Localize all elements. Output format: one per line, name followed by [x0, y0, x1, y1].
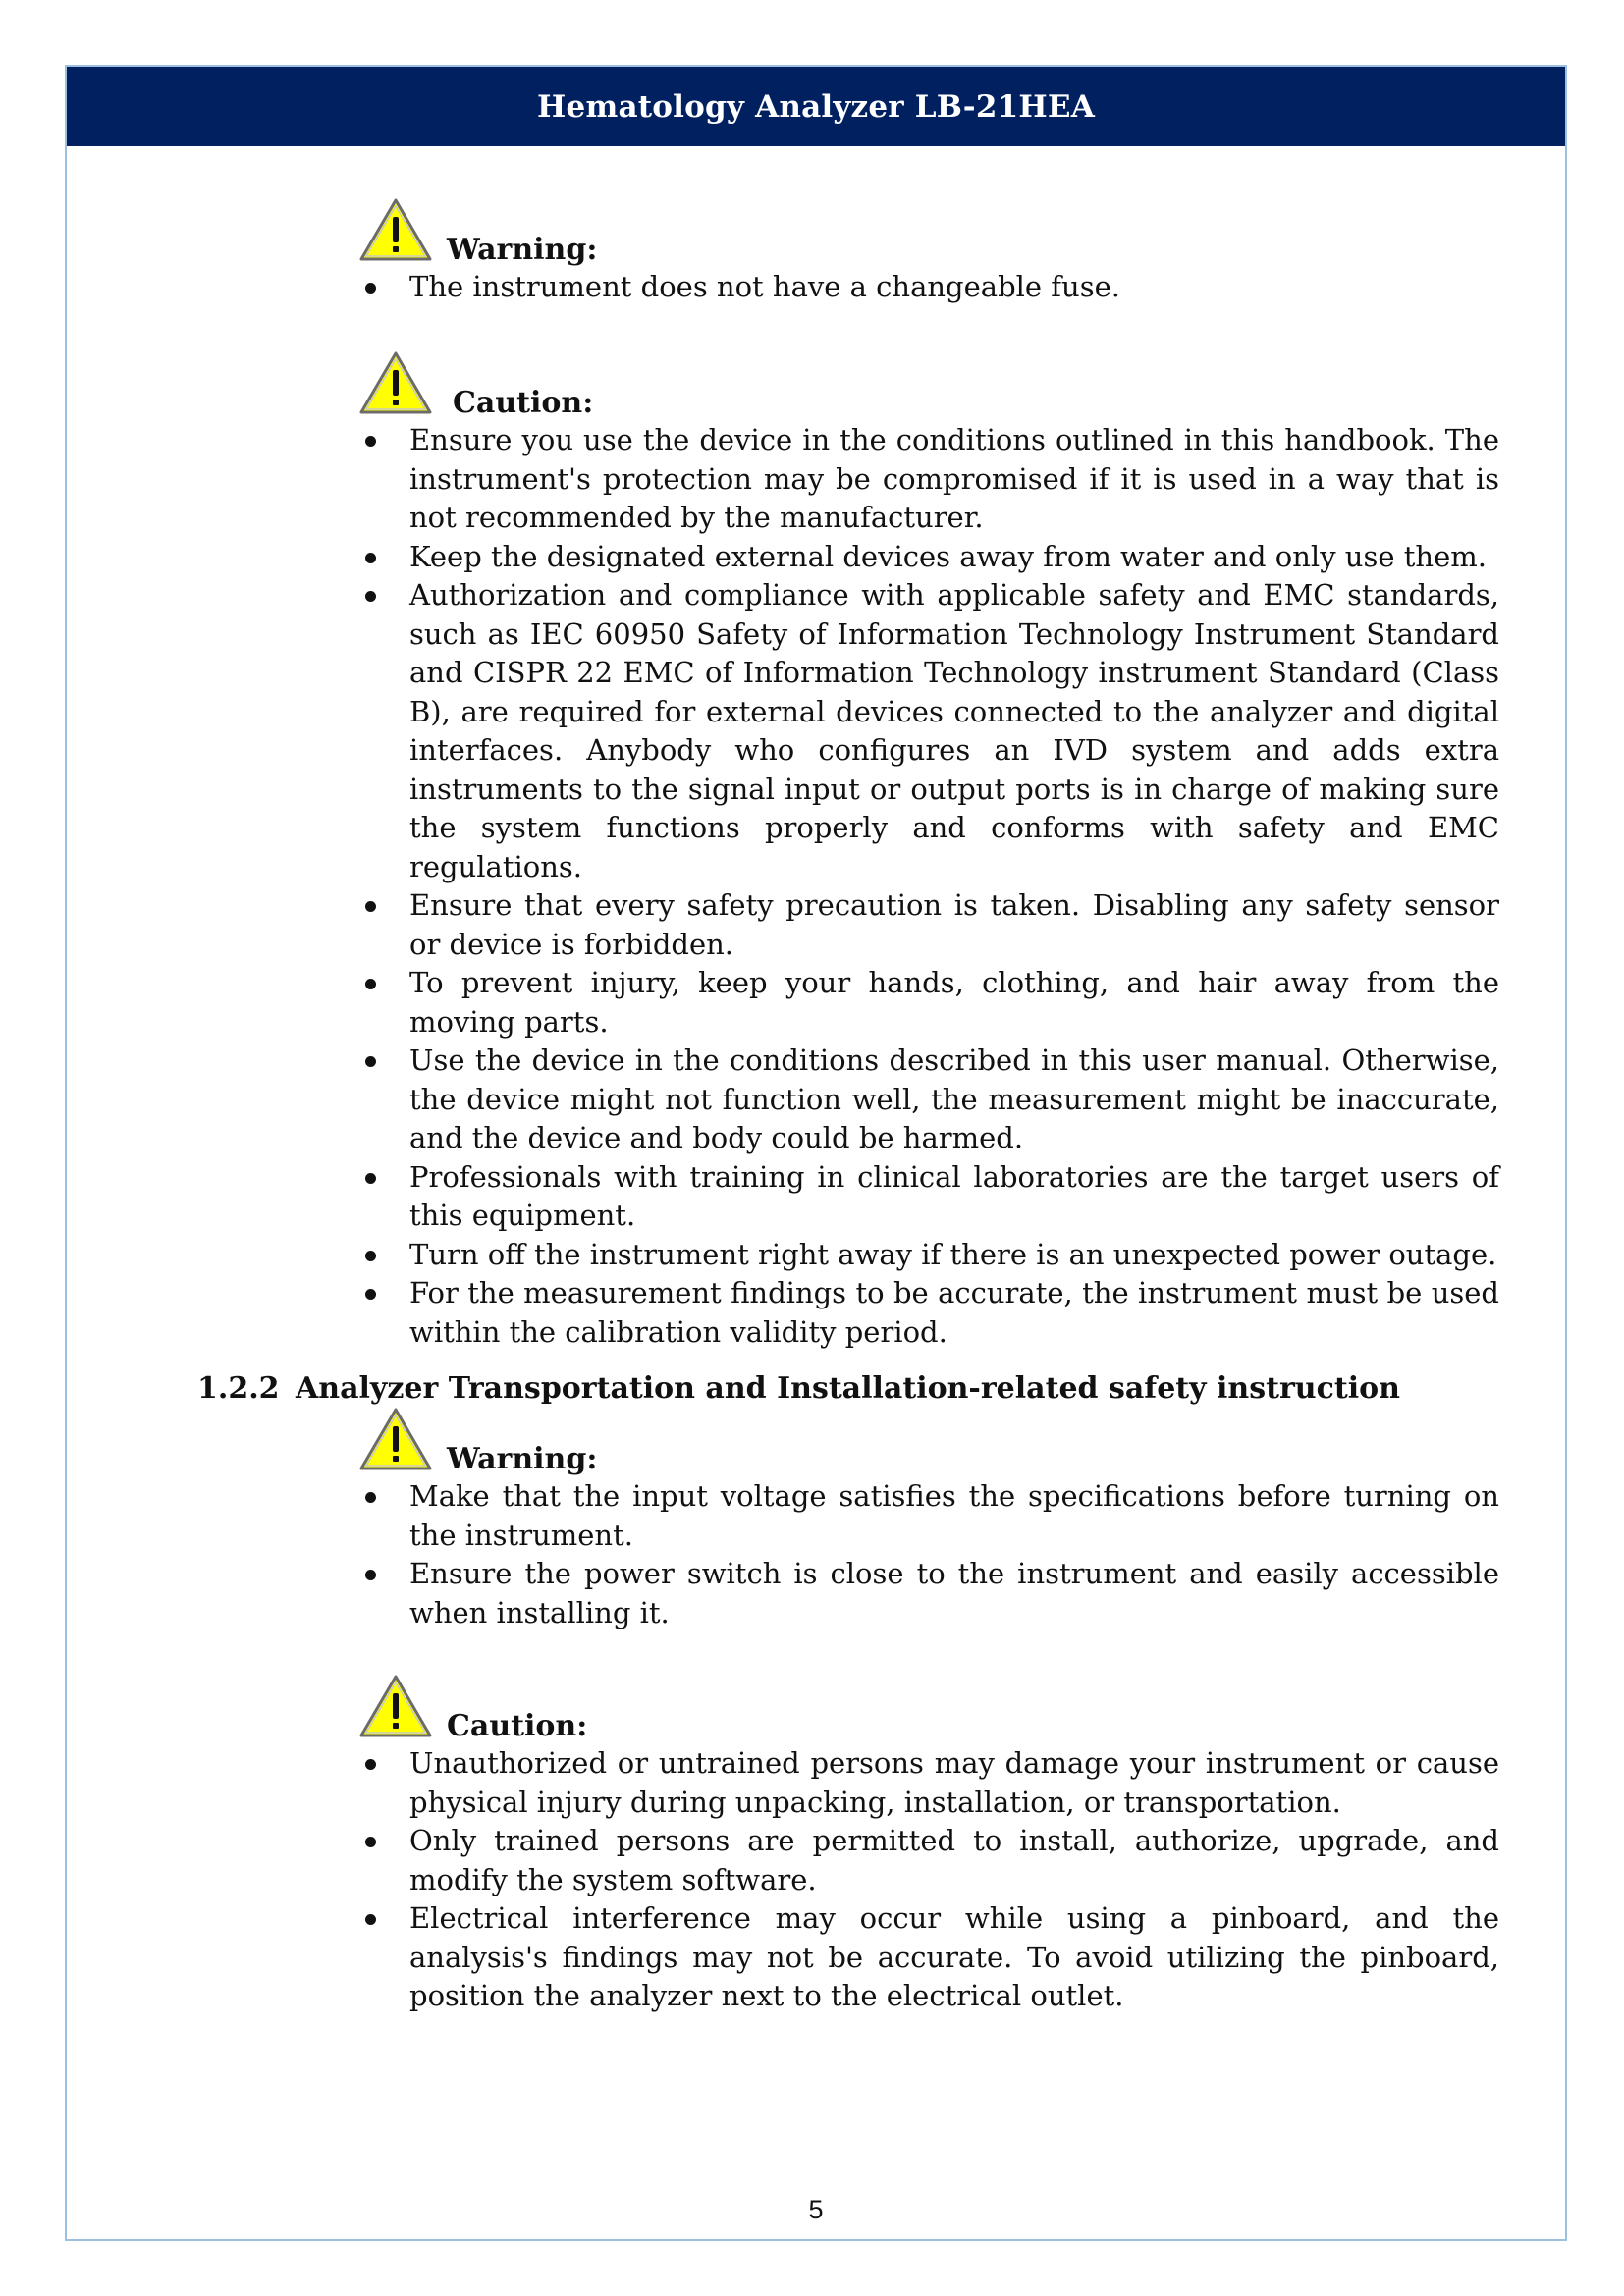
section-number: 1.2.2 — [197, 1371, 280, 1406]
warning-label: Warning: — [447, 233, 598, 267]
warning-notice — [358, 197, 1499, 268]
list-item: Authorization and compliance with applicable safety and EMC standards, such as IEC 60950 Safety of Information Technology Instrument Standard and CISPR 22 EMC of Information Technology instrument Standard (Class B), are required for external devices connected to the analyzer and digital interfaces. Anybody who configures an IVD system and adds extra instruments to the signal input or output ports is in charge of making sure the system functions properly and conforms with safety and EMC regulations. — [358, 576, 1499, 886]
warning-notice — [358, 1407, 1499, 1477]
list-item: Only trained persons are permitted to install, authorize, upgrade, and modify the system software. — [358, 1822, 1499, 1899]
list-item: For the measurement findings to be accurate, the instrument must be used within the calibration validity period. — [358, 1274, 1499, 1352]
section-heading — [197, 1370, 1474, 1408]
section-title: Analyzer Transportation and Installation-related safety instruction — [296, 1371, 1400, 1406]
warning-block-2 — [358, 1407, 1499, 1632]
warning-list — [358, 1477, 1499, 1632]
caution-list — [358, 1744, 1499, 2016]
list-item: To prevent injury, keep your hands, clothing, and hair away from the moving parts. — [358, 964, 1499, 1041]
caution-notice — [358, 1674, 1499, 1744]
list-item: Ensure the power switch is close to the instrument and easily accessible when installing it. — [358, 1555, 1499, 1632]
caution-notice — [358, 350, 1499, 421]
warning-list — [358, 268, 1499, 307]
list-item: Turn off the instrument right away if there is an unexpected power outage. — [358, 1236, 1499, 1275]
list-item: Professionals with training in clinical laboratories are the target users of this equipment. — [358, 1158, 1499, 1236]
warning-triangle-icon — [358, 197, 433, 262]
document-title: Hematology Analyzer LB-21HEA — [537, 88, 1095, 125]
list-item: Unauthorized or untrained persons may damage your instrument or cause physical injury during unpacking, installation, or transportation. — [358, 1744, 1499, 1822]
list-item: The instrument does not have a changeable fuse. — [358, 268, 1499, 307]
warning-triangle-icon — [358, 350, 433, 415]
list-item: Make that the input voltage satisfies the specifications before turning on the instrument. — [358, 1477, 1499, 1555]
list-item: Use the device in the conditions described in this user manual. Otherwise, the device might not function well, the measurement might be inaccurate, and the device and body could be harmed. — [358, 1041, 1499, 1158]
page-number: 5 — [808, 2195, 824, 2224]
caution-label: Caution: — [453, 386, 594, 420]
warning-triangle-icon — [358, 1407, 433, 1471]
list-item: Electrical interference may occur while using a pinboard, and the analysis's findings may not be accurate. To avoid utilizing the pinboard, position the analyzer next to the electrical outlet. — [358, 1899, 1499, 2016]
list-item: Ensure that every safety precaution is taken. Disabling any safety sensor or device is forbidden. — [358, 886, 1499, 964]
caution-block-1 — [358, 350, 1499, 1352]
caution-label: Caution: — [447, 1709, 588, 1743]
list-item: Ensure you use the device in the conditions outlined in this handbook. The instrument's protection may be compromised if it is used in a way that is not recommended by the manufacturer. — [358, 421, 1499, 538]
warning-triangle-icon — [358, 1674, 433, 1738]
caution-block-2 — [358, 1674, 1499, 2016]
header-band — [67, 67, 1565, 146]
warning-label: Warning: — [447, 1442, 598, 1476]
list-item: Keep the designated external devices away from water and only use them. — [358, 538, 1499, 577]
caution-list — [358, 421, 1499, 1352]
warning-block-1 — [358, 197, 1499, 307]
page-frame — [65, 65, 1567, 2241]
